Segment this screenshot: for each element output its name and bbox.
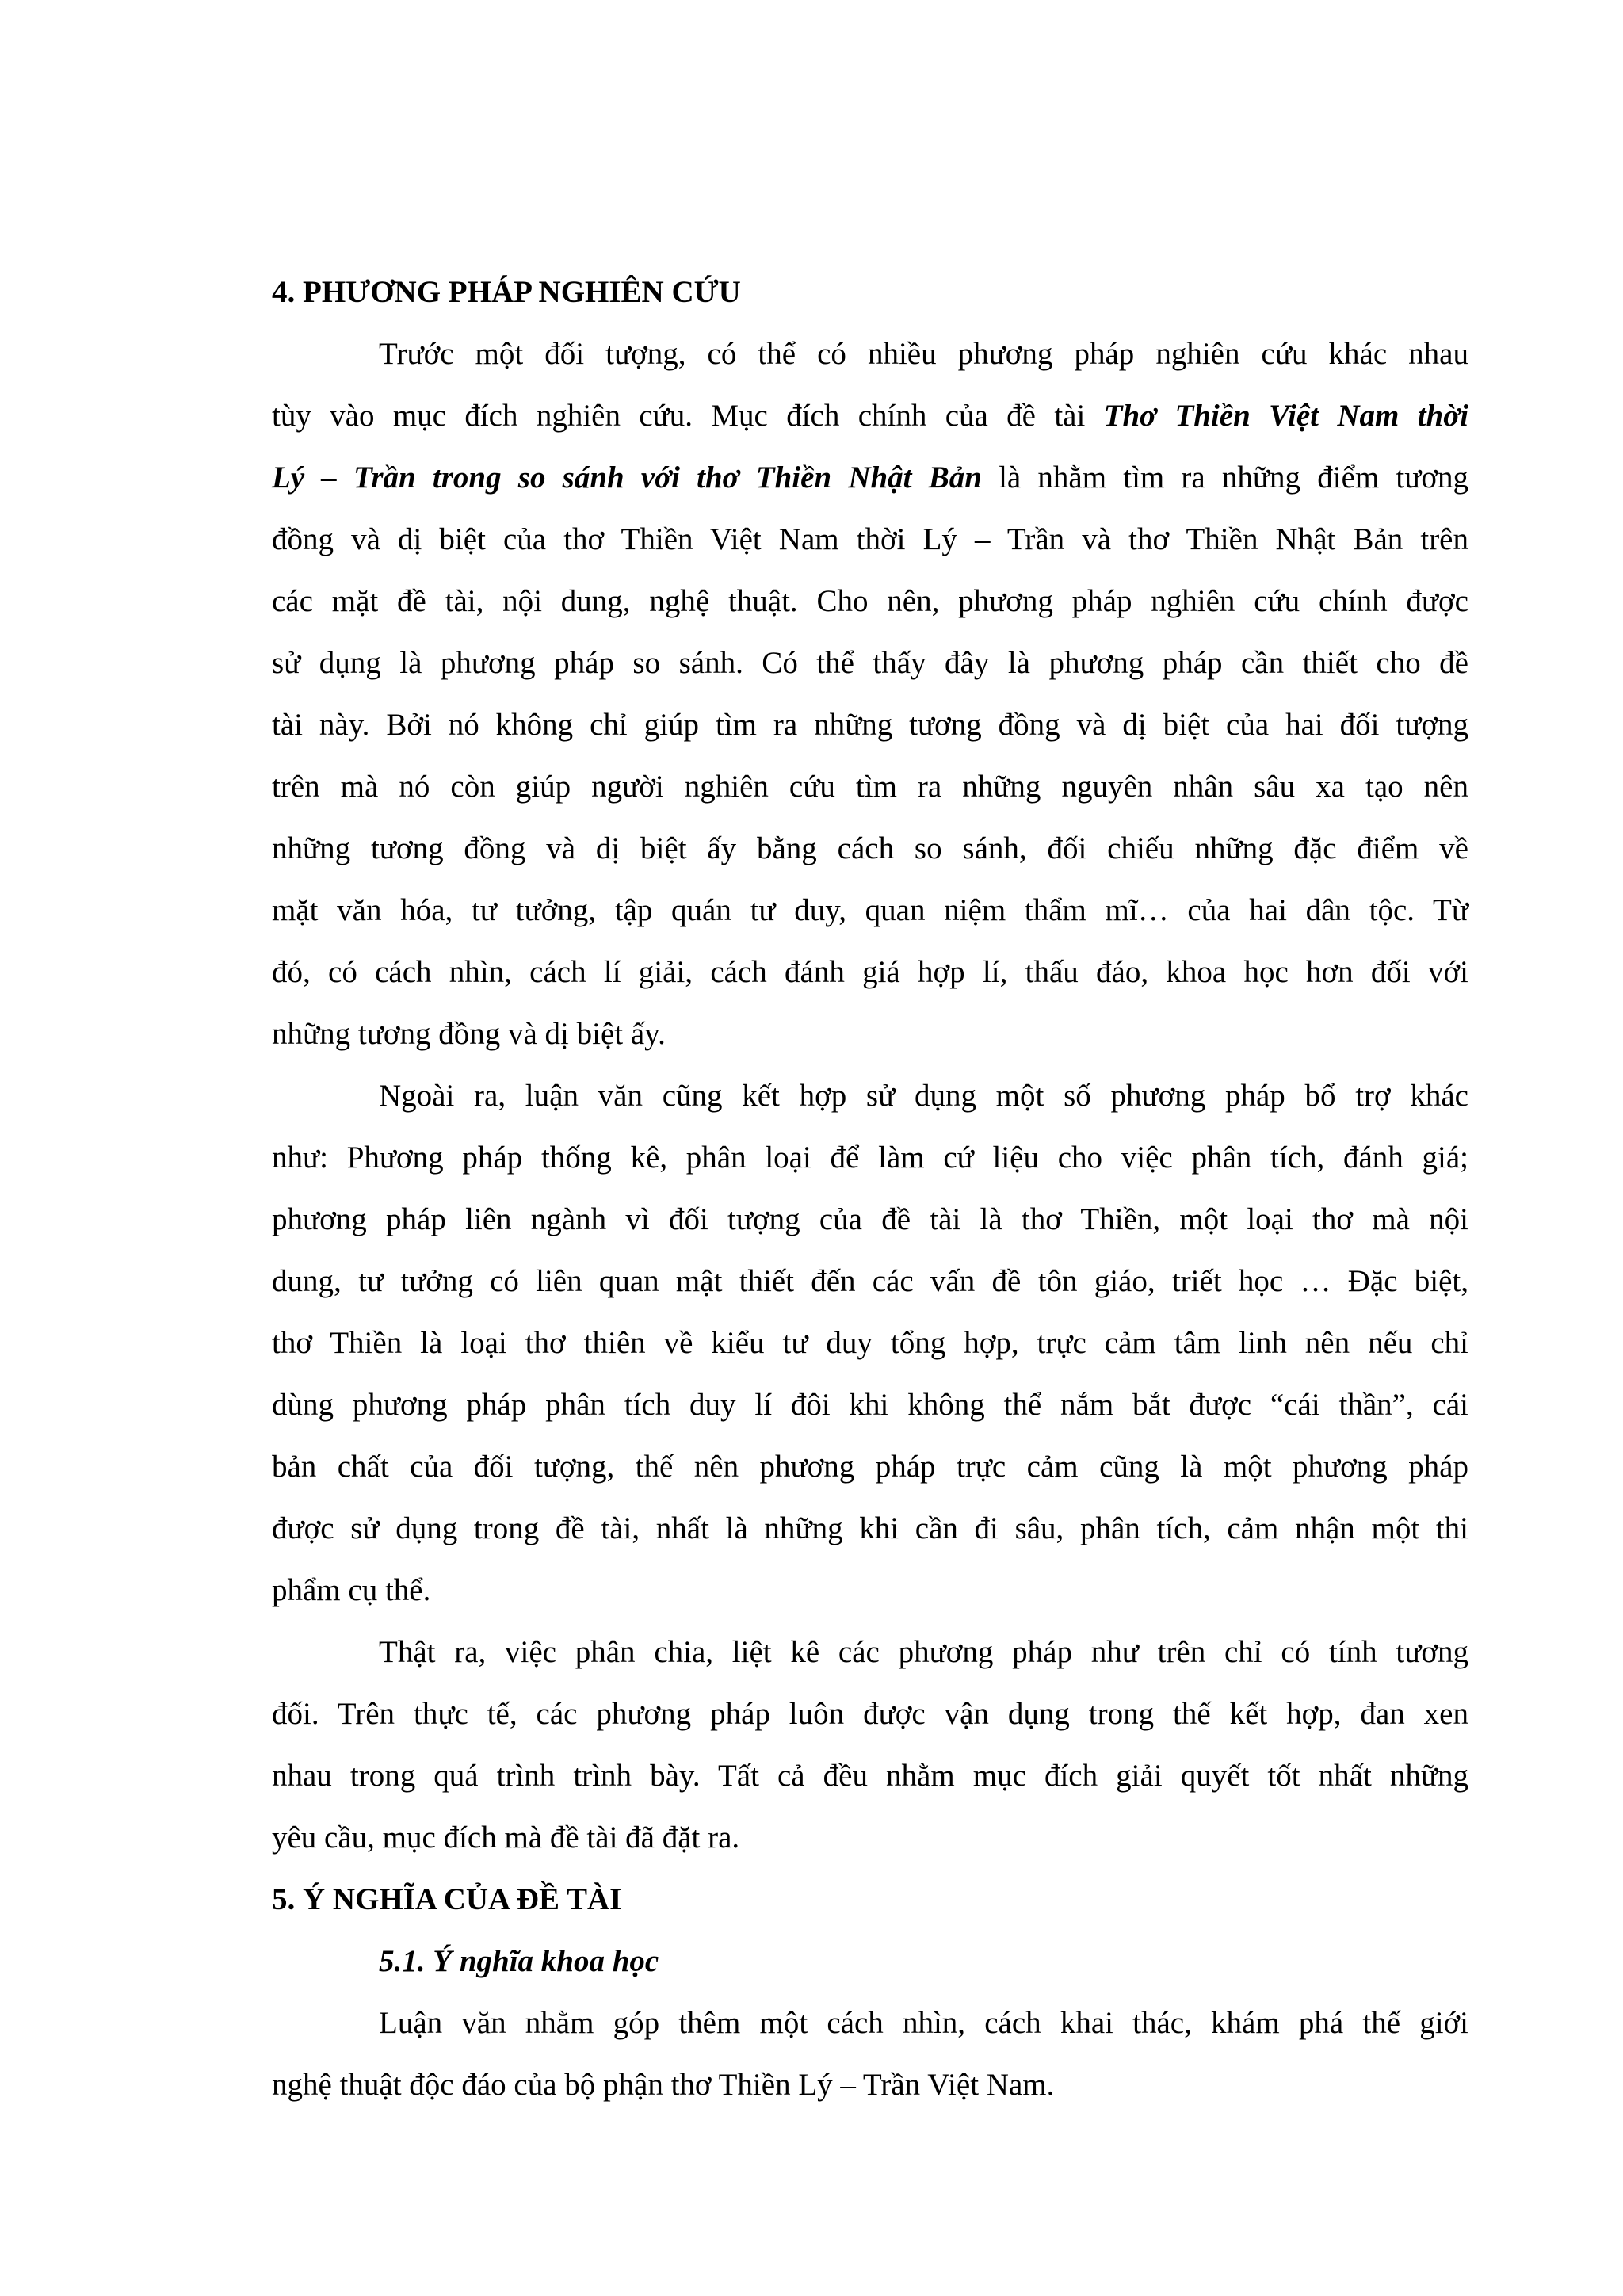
text-line: đó, có cách nhìn, cách lí giải, cách đánh giá hợp lí, thấu đáo, khoa học hơn đối với [272, 955, 1468, 989]
text-line: Ngoài ra, luận văn cũng kết hợp sử dụng một số phương pháp bổ trợ khác [379, 1079, 1468, 1113]
text-line: dùng phương pháp phân tích duy lí đôi khi không thể nắm bắt được “cái thần”, cái [272, 1388, 1468, 1422]
text-line [272, 447, 1468, 509]
text-line: nghệ thuật độc đáo của bộ phận thơ Thiền Lý – Trần Việt Nam. [272, 2068, 1055, 2102]
text-line: Trước một đối tượng, có thể có nhiều phương pháp nghiên cứu khác nhau [379, 337, 1468, 371]
text-line: mặt văn hóa, tư tưởng, tập quán tư duy, quan niệm thẩm mĩ… của hai dân tộc. Từ [272, 893, 1468, 927]
text-line [272, 385, 1468, 447]
text-line: sử dụng là phương pháp so sánh. Có thể thấy đây là phương pháp cần thiết cho đề [272, 646, 1468, 680]
text-line: được sử dụng trong đề tài, nhất là những khi cần đi sâu, phân tích, cảm nhận một thi [272, 1511, 1468, 1545]
text-line: trên mà nó còn giúp người nghiên cứu tìm ra những nguyên nhân sâu xa tạo nên [272, 770, 1468, 804]
text-run: là nhằm tìm ra những điểm tương [981, 460, 1468, 495]
thesis-title-part-2: Lý – Trần trong so sánh với thơ Thiền Nhật Bản [272, 460, 982, 495]
text-line: những tương đồng và dị biệt ấy. [272, 1017, 666, 1051]
text-line: dung, tư tưởng có liên quan mật thiết đến các vấn đề tôn giáo, triết học … Đặc biệt, [272, 1264, 1468, 1298]
section-4-paragraph-1 [272, 323, 1468, 1065]
text-line: phương pháp liên ngành vì đối tượng của đề tài là thơ Thiền, một loại thơ mà nội [272, 1202, 1468, 1236]
section-5-heading: 5. Ý NGHĨA CỦA ĐỀ TÀI [272, 1882, 622, 1916]
text-run: tùy vào mục đích nghiên cứu. Mục đích chính của đề tài [272, 399, 1104, 433]
text-line: phẩm cụ thể. [272, 1573, 431, 1607]
text-line: các mặt đề tài, nội dung, nghệ thuật. Cho nên, phương pháp nghiên cứu chính được [272, 584, 1468, 618]
subsection-5-1-paragraph [272, 1992, 1468, 2116]
text-line: yêu cầu, mục đích mà đề tài đã đặt ra. [272, 1820, 740, 1855]
text-line: những tương đồng và dị biệt ấy bằng cách so sánh, đối chiếu những đặc điểm về [272, 831, 1468, 865]
text-line: bản chất của đối tượng, thế nên phương pháp trực cảm cũng là một phương pháp [272, 1450, 1468, 1484]
text-line: Thật ra, việc phân chia, liệt kê các phương pháp như trên chỉ có tính tương [379, 1635, 1468, 1669]
document-page [272, 262, 1468, 2116]
section-4-heading: 4. PHƯƠNG PHÁP NGHIÊN CỨU [272, 275, 741, 309]
section-4-paragraph-2 [272, 1065, 1468, 1622]
text-line: thơ Thiền là loại thơ thiên về kiểu tư duy tổng hợp, trực cảm tâm linh nên nếu chỉ [272, 1326, 1468, 1360]
text-line: nhau trong quá trình trình bày. Tất cả đều nhằm mục đích giải quyết tốt nhất những [272, 1759, 1468, 1793]
text-line: tài này. Bởi nó không chỉ giúp tìm ra những tương đồng và dị biệt của hai đối tượng [272, 708, 1468, 742]
thesis-title-part-1: Thơ Thiền Việt Nam thời [1103, 399, 1468, 433]
text-line: như: Phương pháp thống kê, phân loại để làm cứ liệu cho việc phân tích, đánh giá; [272, 1140, 1468, 1175]
subsection-5-1-heading: 5.1. Ý nghĩa khoa học [379, 1944, 659, 1978]
section-4-paragraph-3 [272, 1622, 1468, 1869]
text-line: đồng và dị biệt của thơ Thiền Việt Nam thời Lý – Trần và thơ Thiền Nhật Bản trên [272, 522, 1468, 556]
text-line: đối. Trên thực tế, các phương pháp luôn được vận dụng trong thế kết hợp, đan xen [272, 1697, 1468, 1731]
text-line: Luận văn nhằm góp thêm một cách nhìn, cách khai thác, khám phá thế giới [379, 2006, 1468, 2040]
